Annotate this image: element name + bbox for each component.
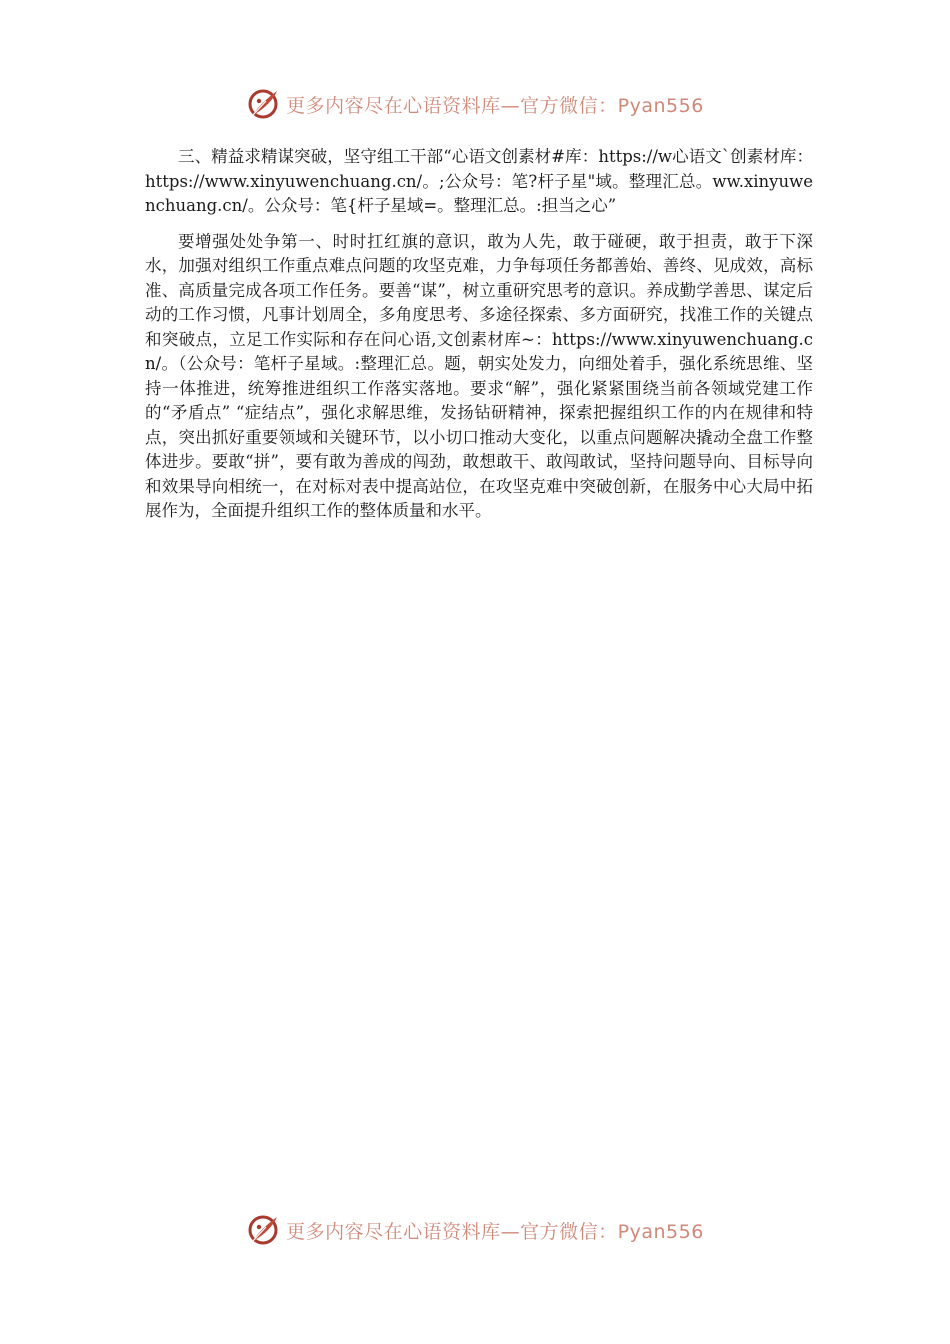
header-banner-text: 更多内容尽在心语资料库—官方微信：Pyan556 bbox=[286, 94, 704, 117]
paragraph-1: 三、精益求精谋突破，坚守组工干部“心语文创素材#库：https://w心语文`创素材库：https://www.xinyuwenchuang.cn/。;公众号：笔?杆子星"域。整理汇总。ww.xinyuwenchuang.cn/。公众号：笔{杆子星域=。整理汇总。:担当之心” bbox=[145, 147, 813, 215]
footer-banner-inner bbox=[246, 1213, 704, 1247]
footer-banner bbox=[0, 1210, 950, 1250]
quill-logo-icon bbox=[246, 1213, 280, 1247]
paragraph-2: 要增强处处争第一、时时扛红旗的意识，敢为人先，敢于碰硬，敢于担责，敢于下深水，加强对组织工作重点难点问题的攻坚克难，力争每项任务都善始、善终、见成效，高标准、高质量完成各项工作任务。要善“谋”，树立重研究思考的意识。养成勤学善思、谋定后动的工作习惯，凡事计划周全，多角度思考、多途径探索、多方面研究，找准工作的关键点和突破点，立足工作实际和存在问心语,文创素材库~：https://www.xinyuwenchuang.cn/。（公众号：笔杆子星域。:整理汇总。题，朝实处发力，向细处着手，强化系统思维、坚持一体推进，统筹推进组织工作落实落地。要求“解”，强化紧紧围绕当前各领域党建工作的“矛盾点” “症结点”，强化求解思维，发扬钻研精神，探索把握组织工作的内在规律和特点，突出抓好重要领域和关键环节，以小切口推动大变化，以重点问题解决撬动全盘工作整体进步。要敢“拼”，要有敢为善成的闯劲，敢想敢干、敢闯敢试，坚持问题导向、目标导向和效果导向相统一，在对标对表中提高站位，在攻坚克难中突破创新，在服务中心大局中拓展作为，全面提升组织工作的整体质量和水平。 bbox=[145, 231, 813, 520]
document-body bbox=[145, 145, 813, 524]
quill-logo-icon bbox=[246, 87, 280, 121]
header-banner bbox=[0, 84, 950, 124]
footer-banner-text: 更多内容尽在心语资料库—官方微信：Pyan556 bbox=[286, 1220, 704, 1243]
header-banner-inner bbox=[246, 87, 704, 121]
